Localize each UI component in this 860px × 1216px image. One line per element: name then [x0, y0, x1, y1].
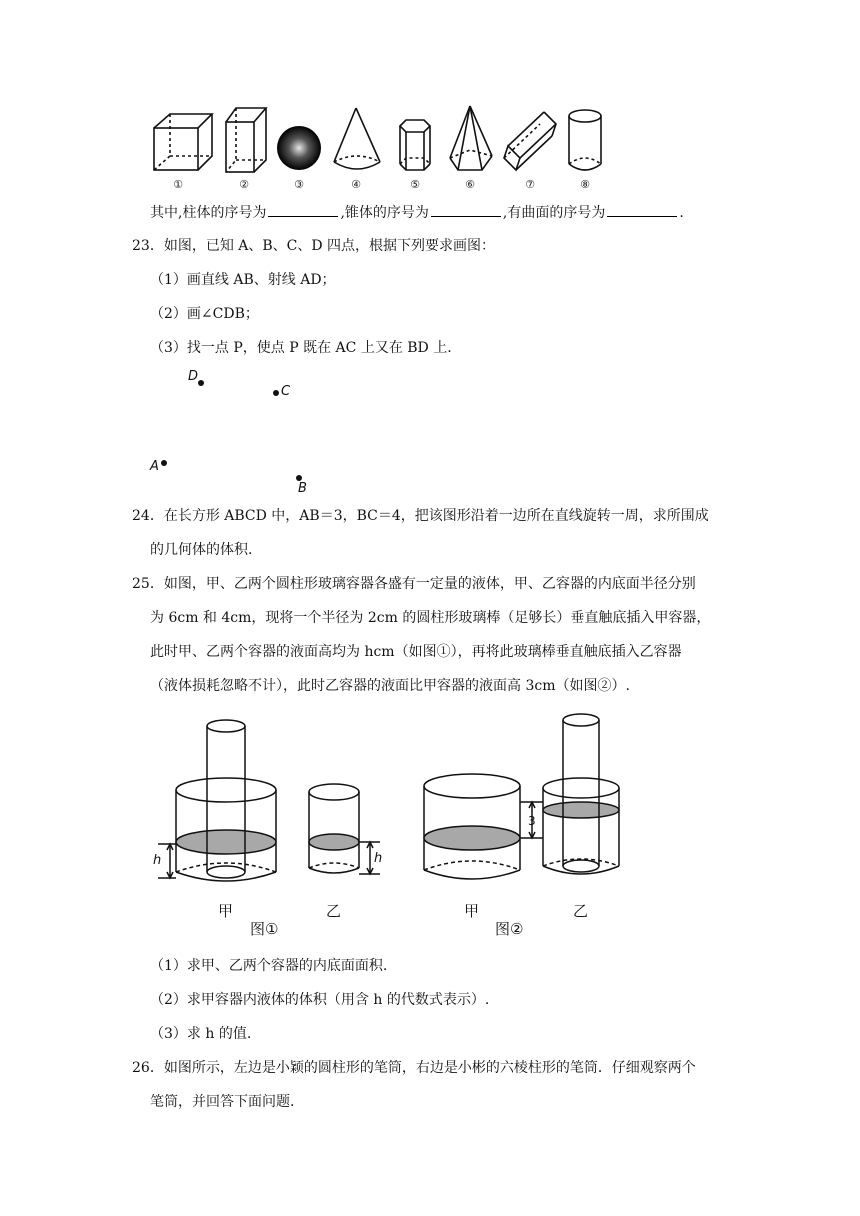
q22-text: ,有曲面的序号为 — [502, 205, 606, 221]
q23-item: （3）找一点 P，使点 P 既在 AC 上又在 BD 上. — [150, 340, 452, 356]
point-d — [198, 380, 204, 386]
q24-line: 24．在长方形 ABCD 中，AB＝3，BC＝4，把该图形沿着一边所在直线旋转一周，求所围成 — [132, 508, 709, 524]
fig2-caption: 图② — [495, 920, 524, 938]
hexagonal-prism-shape — [400, 120, 430, 170]
point-c — [273, 390, 279, 396]
shape-label: ① — [173, 178, 183, 191]
cone-shape — [334, 108, 380, 169]
cylinder-shape — [569, 110, 601, 170]
q25-line: 此时甲、乙两个容器的液面高均为 hcm（如图①），再将此玻璃棒垂直触底插入乙容器 — [150, 644, 682, 660]
h-label: h — [153, 853, 162, 868]
cone-answer-blank[interactable] — [431, 202, 501, 217]
q23-item: （1）画直线 AB、射线 AD； — [150, 272, 336, 288]
point-c-label: C — [281, 384, 291, 399]
yi-label: 乙 — [573, 902, 589, 920]
q24-line: 的几何体的体积. — [150, 542, 253, 558]
solids-figure — [148, 100, 608, 196]
rectangular-prism-shape — [226, 108, 266, 172]
shape-label: ④ — [351, 178, 361, 191]
pyramid-shape — [450, 106, 492, 170]
h-label: h — [374, 851, 383, 866]
containers-figure — [150, 706, 630, 942]
glass-rod-fig2 — [563, 714, 599, 872]
fig1-caption: 图① — [250, 920, 279, 938]
q25-item: （1）求甲、乙两个容器的内底面面积. — [150, 958, 388, 974]
triangular-prism-shape — [504, 112, 556, 170]
point-d-label: D — [188, 369, 199, 384]
q22-answer-line — [150, 202, 684, 223]
three-label: 3 — [528, 814, 536, 828]
shape-label: ⑥ — [465, 178, 475, 191]
q25-item: （3）求 h 的值. — [150, 1026, 252, 1042]
q26-line: 笔筒，并回答下面问题. — [150, 1094, 295, 1110]
shape-label: ⑧ — [580, 178, 590, 191]
sphere-shape — [277, 126, 321, 170]
shape-label: ② — [239, 178, 249, 191]
container-yi-fig1 — [309, 784, 359, 873]
q23-item: （2）画∠CDB； — [150, 306, 259, 322]
q25-line: 25．如图，甲、乙两个圆柱形玻璃容器各盛有一定量的液体，甲、乙容器的内底面半径分别 — [132, 576, 696, 592]
prism-answer-blank[interactable] — [268, 202, 338, 217]
q26-line: 26．如图所示，左边是小颖的圆柱形的笔筒，右边是小彬的六棱柱形的笔筒．仔细观察两个 — [132, 1060, 696, 1076]
q25-line: 为 6cm 和 4cm，现将一个半径为 2cm 的圆柱形玻璃棒（足够长）垂直触底插入甲容器， — [150, 610, 711, 626]
q25-item: （2）求甲容器内液体的体积（用含 h 的代数式表示）. — [150, 992, 490, 1008]
q22-text: 其中,柱体的序号为 — [150, 205, 267, 221]
q23-stem: 23．如图，已知 A、B、C、D 四点，根据下列要求画图： — [132, 238, 496, 254]
points-figure — [148, 364, 318, 496]
container-jia-fig2 — [424, 774, 520, 879]
shape-label: ③ — [294, 178, 304, 191]
cube-shape — [154, 114, 212, 170]
q25-line: （液体损耗忽略不计），此时乙容器的液面比甲容器的液面高 3cm（如图②）. — [150, 678, 630, 694]
jia-label: 甲 — [464, 902, 480, 920]
q22-text: . — [679, 205, 684, 221]
point-b-label: B — [298, 481, 307, 496]
point-a — [161, 460, 167, 466]
jia-label: 甲 — [218, 902, 234, 920]
q22-text: ,锥体的序号为 — [340, 205, 429, 221]
shape-label: ⑤ — [410, 178, 420, 191]
shape-label: ⑦ — [525, 178, 535, 191]
yi-label: 乙 — [326, 902, 342, 920]
curved-answer-blank[interactable] — [607, 202, 677, 217]
point-a-label: A — [150, 459, 159, 474]
